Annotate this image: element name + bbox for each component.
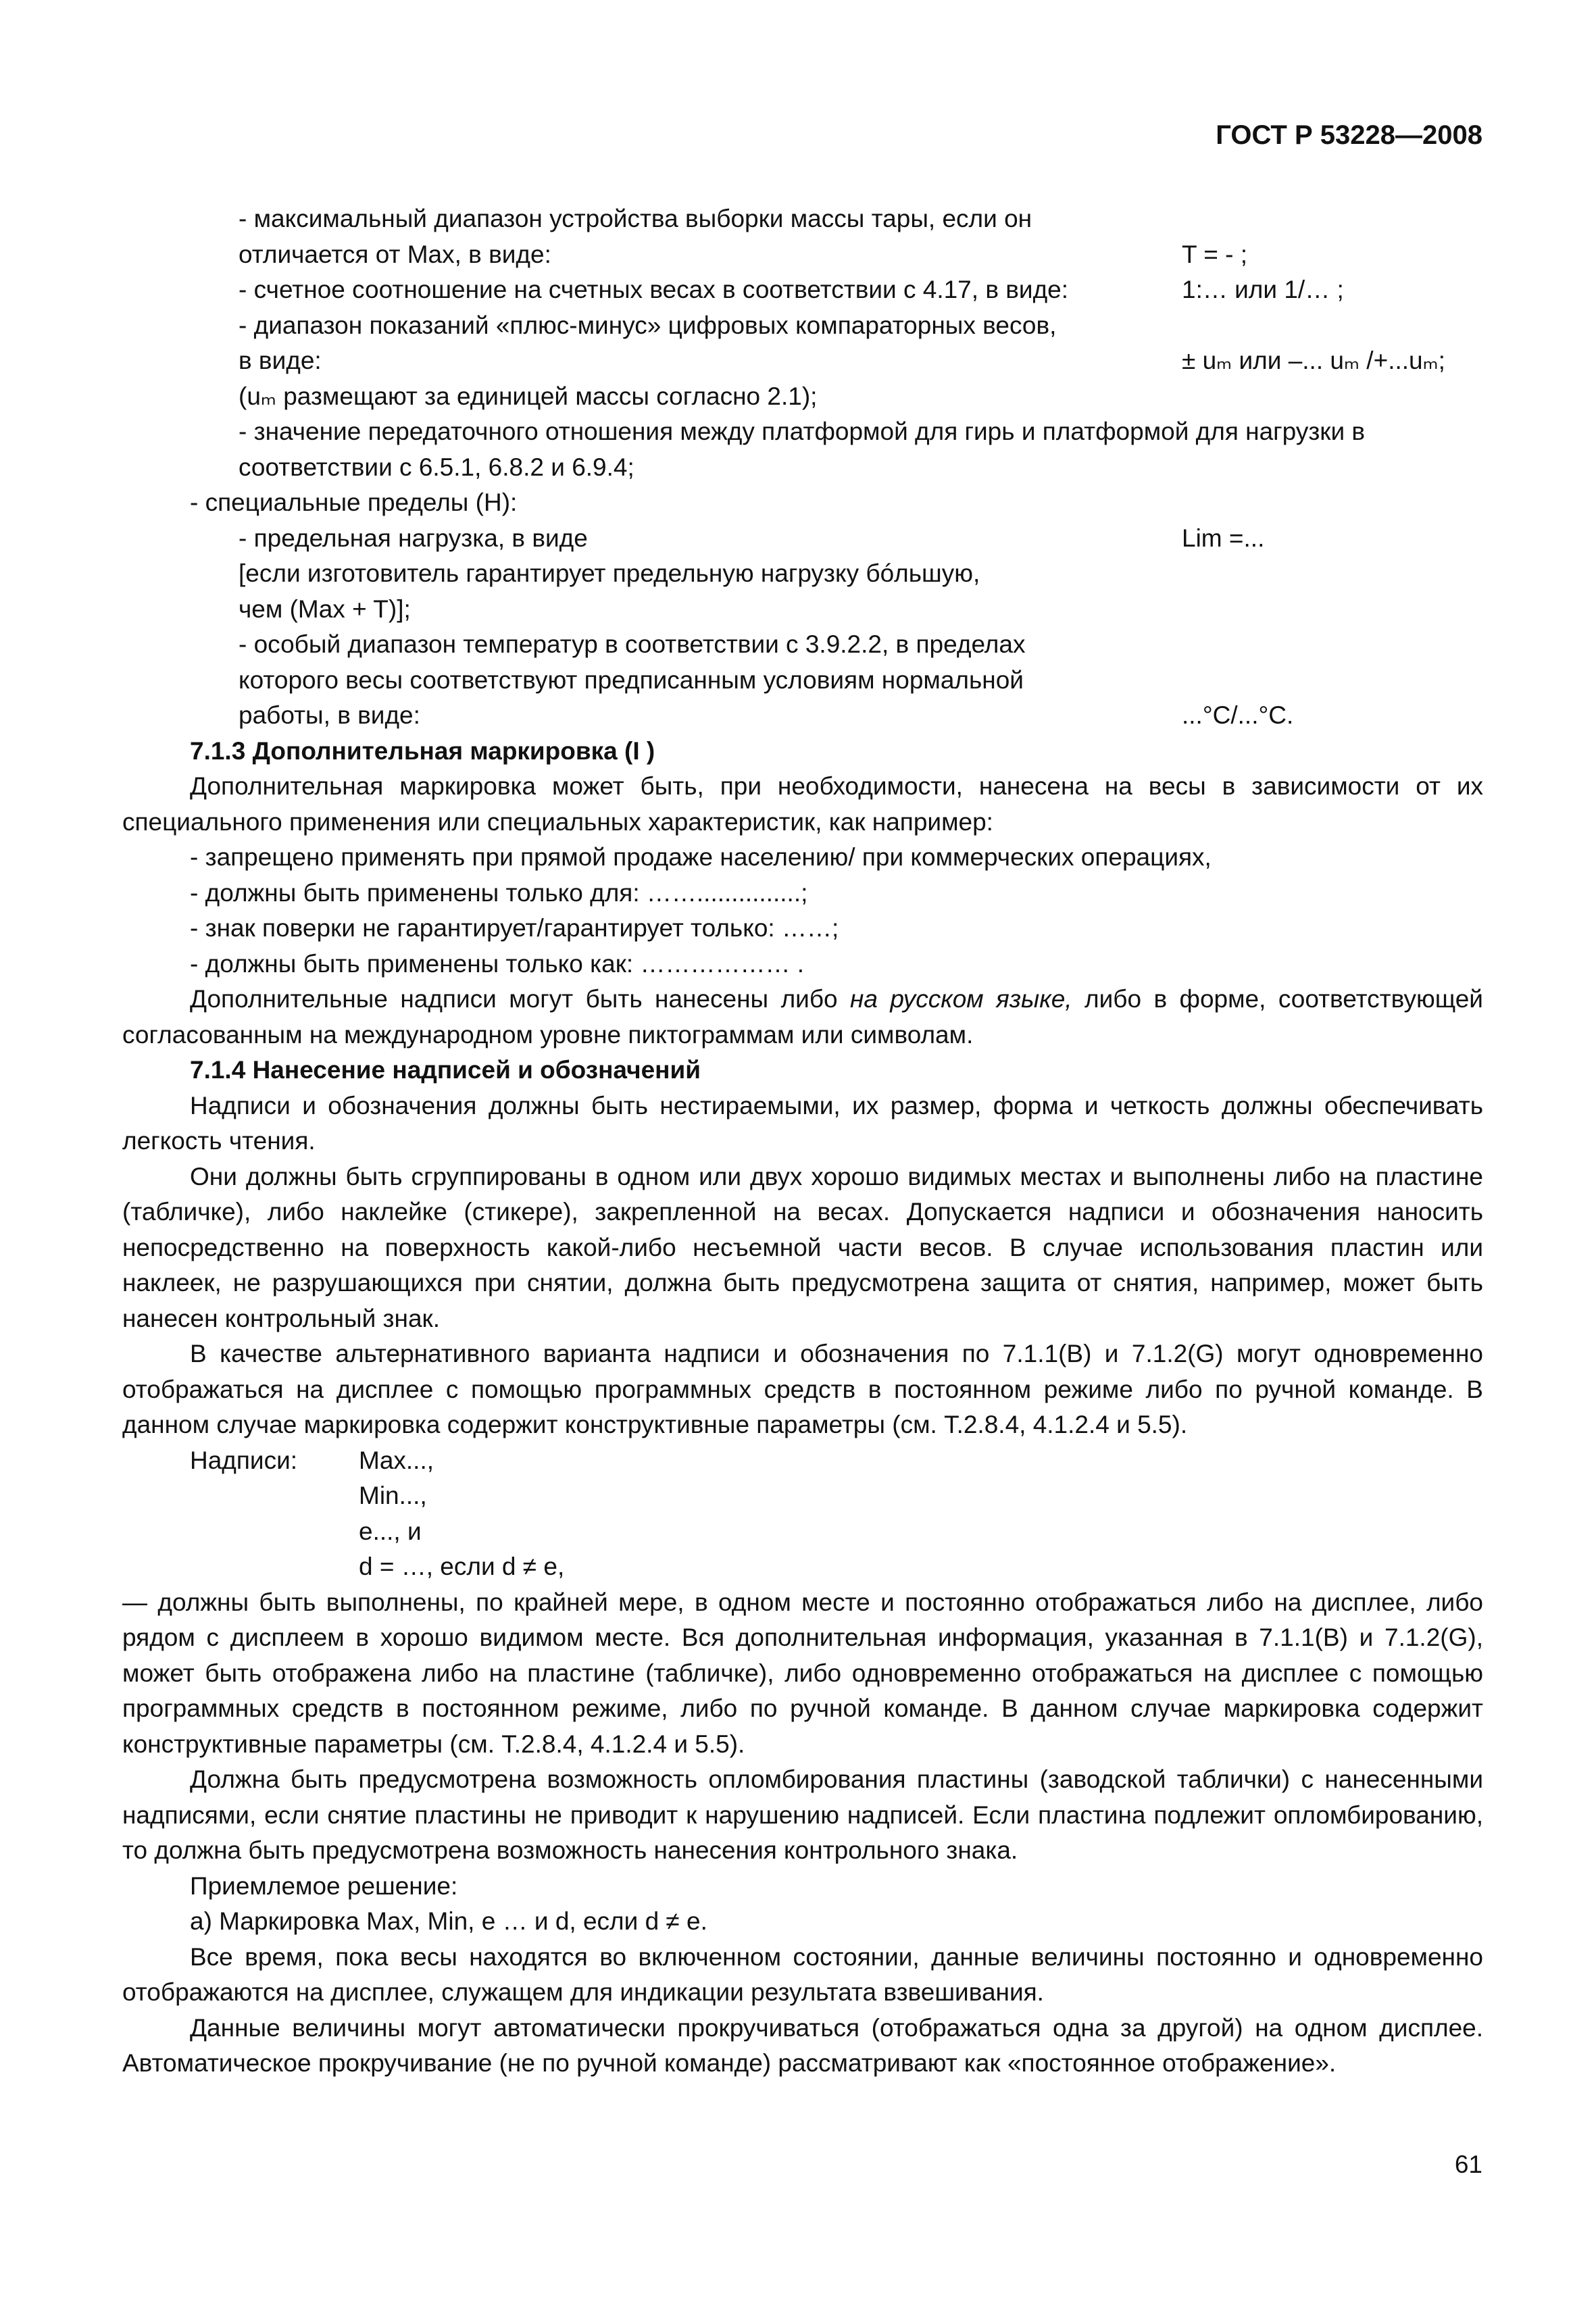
inscriptions-row [122, 1514, 1483, 1550]
row-text: - счетное соотношение на счетных весах в соответствии с 4.17, в виде: [239, 276, 1069, 303]
inscriptions-row [122, 1443, 1483, 1479]
inscription-item: d = …, если d ≠ e, [359, 1553, 565, 1580]
row-text: - предельная нагрузка, в виде [239, 524, 588, 552]
paragraph: Дополнительная маркировка может быть, при необходимости, нанесена на весы в зависимости от их специального применения или специальных характеристик, как например: [122, 772, 1483, 836]
paragraph: Надписи и обозначения должны быть нестираемыми, их размер, форма и четкость должны обеспечивать легкость чтения. [122, 1091, 1483, 1155]
paragraph: Они должны быть сгруппированы в одном или двух хорошо видимых местах и выполнены либо на пластине (табличке), либо наклейке (стикере), закрепленной на весах. Допускается надписи и обозначения наносить непосредственно на поверхность какой-либо несъемной части весов. В случае использования пластин или наклеек, не разрушающихся при снятии, должна быть предусмотрена защита от снятия, например, может быть нанесен контрольный знак. [122, 1162, 1483, 1332]
page-content [122, 201, 1483, 2082]
row-value: 1:… или 1/… ; [1182, 276, 1344, 303]
list-item [122, 343, 1483, 379]
paragraph: Приемлемое решение: [190, 1871, 458, 1900]
list-item [122, 627, 1483, 663]
row-text: которого весы соответствуют предписанным условиям нормальной [239, 665, 1024, 694]
list-item [122, 556, 1483, 592]
paragraph [122, 982, 1483, 1053]
list-item [122, 450, 1483, 486]
row-text: - особый диапазон температур в соответствии с 3.9.2.2, в пределах [239, 630, 1026, 658]
inscription-item: e..., и [359, 1517, 422, 1545]
list-item [122, 663, 1483, 699]
document-header: ГОСТ Р 53228—2008 [1216, 120, 1482, 150]
list-item [122, 201, 1483, 237]
list-item: - знак поверки не гарантирует/гарантирует только: ……; [190, 914, 839, 942]
list-item: - должны быть применены только для: ……...............; [190, 878, 808, 907]
paragraph: — должны быть выполнены, по крайней мере, в одном месте и постоянно отображаться либо на дисплее, либо рядом с дисплеем в хорошо видимом месте. Вся дополнительная информация, указанная в 7.1.1(B) и 7.1.2(G), может быть отображена либо на пластине (табличке), либо одновременно отображаться на дисплее с помощью программных средств в постоянном режиме, либо по ручной команде. В данном случае маркировка содержит конструктивные параметры (см. T.2.8.4, 4.1.2.4 и 5.5). [122, 1588, 1483, 1758]
list-item [122, 485, 1483, 521]
inscription-item: Min..., [359, 1482, 427, 1509]
list-item [122, 698, 1483, 734]
row-text: отличается от Max, в виде: [239, 240, 551, 268]
italic-text: на русском языке, [850, 985, 1072, 1013]
list-item [122, 272, 1483, 308]
list-item [122, 414, 1483, 450]
paragraph: Все время, пока весы находятся во включенном состоянии, данные величины постоянно и одновременно отображаются на дисплее, служащем для индикации результата взвешивания. [122, 1942, 1483, 2006]
row-text: [если изготовитель гарантирует предельную нагрузку бóльшую, [239, 559, 980, 587]
list-item [122, 379, 1483, 415]
row-text: - значение передаточного отношения между платформой для гирь и платформой для нагрузки в [239, 418, 1366, 445]
text-run: либо в форме, соответствующей согласованным на международном уровне пиктограммам или символам. [122, 985, 1483, 1049]
inscriptions-label: Надписи: [190, 1446, 298, 1474]
inscription-item: Max..., [359, 1446, 434, 1474]
row-text: чем (Max + T)]; [239, 595, 411, 623]
section-heading-714: 7.1.4 Нанесение надписей и обозначений [190, 1056, 701, 1084]
row-text: в виде: [239, 347, 322, 374]
paragraph: В качестве альтернативного варианта надписи и обозначения по 7.1.1(B) и 7.1.2(G) могут одновременно отображаться на дисплее с помощью программных средств в постоянном режиме либо по ручной команде. В данном случае маркировка содержит конструктивные параметры (см. T.2.8.4, 4.1.2.4 и 5.5). [122, 1340, 1483, 1438]
row-text: - диапазон показаний «плюс-минус» цифровых компараторных весов, [239, 311, 1057, 339]
section-heading-713: 7.1.3 Дополнительная маркировка (I ) [190, 736, 655, 765]
list-item [122, 592, 1483, 628]
row-text: - специальные пределы (H): [190, 488, 518, 516]
paragraph: Должна быть предусмотрена возможность опломбирования пластины (заводской таблички) с нанесенными надписями, если снятие пластины не приводит к нарушению надписей. Если пластина подлежит опломбированию, то должна быть предусмотрена возможность нанесения контрольного знака. [122, 1765, 1483, 1864]
row-text: - максимальный диапазон устройства выборки массы тары, если он [239, 205, 1032, 232]
row-value: T = - ; [1182, 240, 1247, 268]
row-text: соответствии с 6.5.1, 6.8.2 и 6.9.4; [239, 453, 634, 481]
paragraph: а) Маркировка Max, Min, e … и d, если d ≠ e. [190, 1907, 707, 1935]
row-value: ...°C/...°C. [1182, 701, 1294, 729]
list-item [122, 521, 1483, 557]
page-number: 61 [1454, 2150, 1482, 2178]
text-run: Дополнительные надписи могут быть нанесены либо [190, 985, 851, 1013]
paragraph: Данные величины могут автоматически прокручиваться (отображаться одна за другой) на одном дисплее. Автоматическое прокручивание (не по ручной команде) рассматривают как «постоянное отображение». [122, 2013, 1483, 2077]
row-text: работы, в виде: [239, 701, 420, 729]
inscriptions-row [122, 1478, 1483, 1514]
list-item: - должны быть применены только как: ……………… . [190, 949, 805, 978]
list-item: - запрещено применять при прямой продаже населению/ при коммерческих операциях, [190, 843, 1212, 871]
row-value: ± uₘ или –... uₘ /+...uₘ; [1182, 347, 1445, 374]
list-item [122, 308, 1483, 344]
inscriptions-row [122, 1549, 1483, 1585]
row-text: (uₘ размещают за единицей массы согласно 2.1); [239, 382, 818, 410]
list-item [122, 237, 1483, 273]
row-value: Lim =... [1182, 524, 1265, 552]
